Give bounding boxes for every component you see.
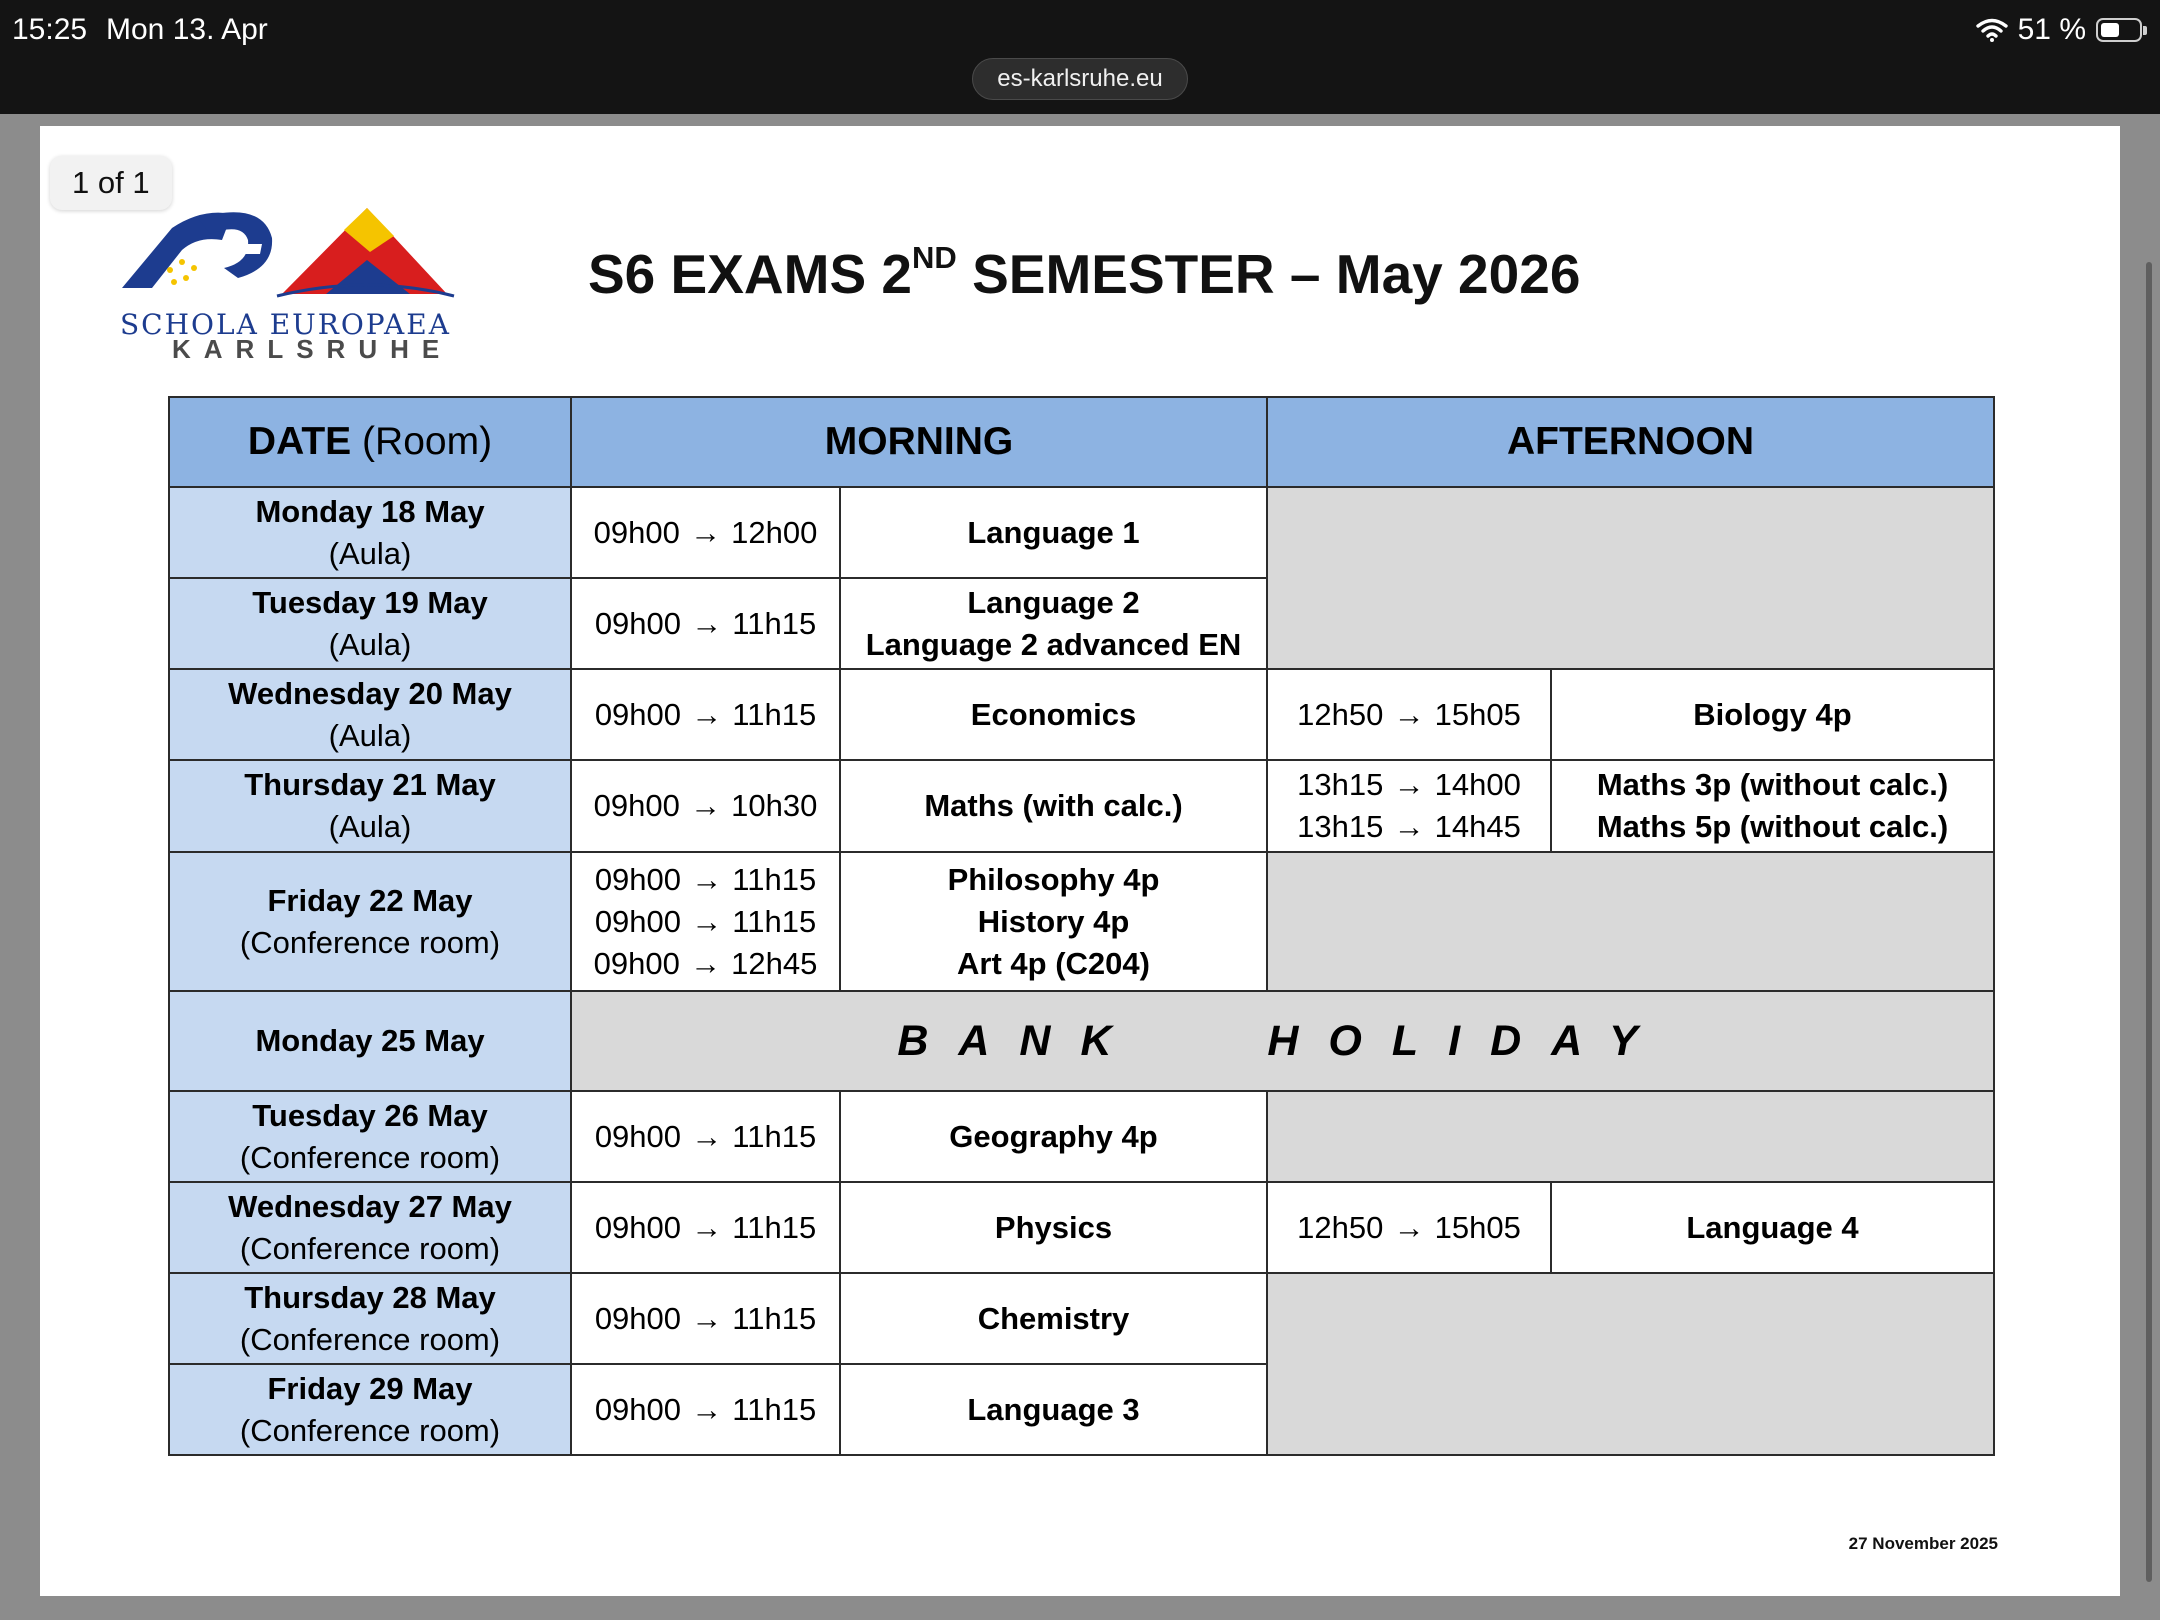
date-cell — [169, 578, 571, 669]
time-start: 12h50 — [1297, 1209, 1384, 1245]
arrow-right-icon: → — [691, 1209, 723, 1245]
table-row — [169, 991, 1994, 1091]
header-date — [169, 397, 571, 487]
afternoon-empty-cell — [1267, 487, 1994, 669]
date-cell — [169, 760, 571, 852]
table-row — [169, 487, 1994, 578]
morning-subject-cell — [840, 852, 1267, 991]
header-room-label: (Room) — [362, 420, 493, 463]
subject-label: Art 4p (C204) — [957, 945, 1150, 981]
time-end: 11h15 — [732, 1391, 817, 1427]
arrow-right-icon: → — [691, 903, 723, 939]
time-end: 14h00 — [1434, 767, 1521, 802]
header-date-label: DATE — [247, 420, 352, 463]
arrow-right-icon: → — [690, 514, 721, 550]
time-range — [572, 859, 839, 901]
arrow-right-icon: → — [691, 605, 723, 641]
page-indicator — [50, 156, 172, 210]
page-indicator-label: 1 of 1 — [72, 165, 150, 200]
morning-time-cell — [571, 1182, 840, 1273]
table-row — [169, 852, 1994, 991]
arrow-right-icon: → — [691, 1391, 723, 1427]
subject-label: Maths (with calc.) — [924, 788, 1183, 823]
arrow-right-icon: → — [1393, 1209, 1425, 1245]
time-start: 09h00 — [594, 1300, 682, 1336]
time-end: 11h15 — [732, 1300, 817, 1336]
morning-time-cell — [571, 487, 840, 578]
subject-label: Language 1 — [967, 514, 1140, 550]
date-cell — [169, 1182, 571, 1273]
afternoon-subject-cell — [1551, 1182, 1994, 1273]
date-cell — [169, 1091, 571, 1182]
battery-fill — [2101, 23, 2119, 37]
header-afternoon: AFTERNOON — [1267, 397, 1994, 487]
morning-time-cell — [571, 1273, 840, 1364]
time-end: 11h15 — [732, 1118, 817, 1154]
battery-icon — [2096, 18, 2142, 42]
time-start: 13h15 — [1297, 767, 1384, 802]
title-part-2: SEMESTER – May 2026 — [956, 243, 1581, 305]
time-start: 09h00 — [593, 945, 680, 981]
time-range — [572, 694, 839, 736]
time-start: 12h50 — [1297, 696, 1384, 732]
arrow-right-icon: → — [691, 1118, 723, 1154]
room-label: (Aula) — [328, 535, 412, 571]
time-range — [572, 603, 839, 645]
time-range — [572, 1116, 839, 1158]
time-end: 11h15 — [732, 903, 817, 939]
arrow-right-icon: → — [1393, 696, 1425, 732]
scrollbar-thumb[interactable] — [2146, 262, 2152, 1582]
afternoon-empty-cell — [1267, 1091, 1994, 1182]
day-label: Friday 29 May — [267, 1370, 473, 1406]
subject-label: Language 3 — [967, 1391, 1140, 1427]
time-range — [572, 512, 839, 554]
status-date: Mon 13. Apr — [106, 13, 268, 46]
subject-label: Language 2 — [967, 584, 1140, 620]
date-cell — [169, 669, 571, 760]
subject-label: Biology 4p — [1693, 696, 1852, 732]
subject-label: Chemistry — [977, 1300, 1130, 1336]
day-label: Tuesday 26 May — [252, 1097, 488, 1133]
day-label: Thursday 28 May — [244, 1279, 496, 1315]
subject-label: Geography 4p — [949, 1118, 1158, 1154]
morning-time-cell — [571, 760, 840, 852]
time-end: 12h45 — [731, 945, 818, 981]
pdf-page — [40, 126, 2120, 1596]
page-title — [588, 242, 1580, 306]
subject-label: Economics — [970, 696, 1137, 732]
time-start: 09h00 — [593, 514, 680, 550]
time-end: 11h15 — [732, 1209, 817, 1245]
room-label: (Aula) — [328, 626, 412, 662]
time-start: 09h00 — [594, 861, 682, 897]
arrow-right-icon: → — [690, 788, 721, 823]
subject-label: Maths 5p (without calc.) — [1596, 809, 1949, 844]
time-end: 11h15 — [732, 861, 817, 897]
status-bar — [0, 0, 2160, 114]
morning-time-cell — [571, 1091, 840, 1182]
room-label: (Conference room) — [239, 1230, 501, 1266]
date-cell — [169, 991, 571, 1091]
time-end: 15h05 — [1434, 696, 1521, 732]
afternoon-time-cell — [1267, 669, 1551, 760]
battery-nub — [2143, 26, 2147, 35]
exam-schedule-table — [168, 396, 1995, 1456]
morning-subject-cell — [840, 1091, 1267, 1182]
morning-subject-cell — [840, 669, 1267, 760]
arrow-right-icon: → — [691, 861, 723, 897]
arrow-right-icon: → — [690, 945, 721, 981]
time-range — [1268, 694, 1550, 736]
time-range — [572, 785, 839, 827]
status-time: 15:25 — [12, 13, 88, 46]
day-label: Tuesday 19 May — [252, 584, 488, 620]
day-label: Monday 25 May — [255, 1023, 485, 1058]
time-start: 09h00 — [594, 696, 682, 732]
table-row — [169, 1182, 1994, 1273]
footer-date: 27 November 2025 — [1848, 1534, 1998, 1553]
afternoon-subject-cell — [1551, 669, 1994, 760]
time-start: 09h00 — [594, 903, 682, 939]
table-row — [169, 669, 1994, 760]
address-url: es-karlsruhe.eu — [997, 65, 1163, 92]
time-end: 14h45 — [1434, 809, 1521, 844]
time-range — [572, 1389, 839, 1431]
afternoon-empty-cell — [1267, 1273, 1994, 1455]
table-row — [169, 1273, 1994, 1364]
afternoon-empty-cell — [1267, 852, 1994, 991]
day-label: Wednesday 20 May — [228, 675, 512, 711]
subject-label: Philosophy 4p — [947, 861, 1160, 897]
wifi-icon — [1976, 18, 2008, 42]
afternoon-time-cell — [1267, 760, 1551, 852]
time-start: 09h00 — [594, 1209, 682, 1245]
morning-subject-cell — [840, 487, 1267, 578]
logo-city: KARLSRUHE — [172, 334, 453, 364]
arrow-right-icon: → — [1393, 767, 1425, 802]
date-cell — [169, 487, 571, 578]
morning-time-cell — [571, 852, 840, 991]
time-range — [1268, 806, 1550, 848]
room-label: (Conference room) — [239, 1321, 501, 1357]
bank-holiday-cell: BANK HOLIDAY — [571, 991, 1994, 1091]
subject-label: Maths 3p (without calc.) — [1596, 767, 1949, 802]
time-end: 10h30 — [731, 788, 818, 823]
morning-subject-cell — [840, 760, 1267, 852]
table-header-row — [169, 397, 1994, 487]
room-label: (Conference room) — [239, 924, 501, 960]
date-cell — [169, 852, 571, 991]
time-range — [572, 1298, 839, 1340]
day-label: Monday 18 May — [255, 493, 485, 529]
arrow-right-icon: → — [1393, 809, 1425, 844]
afternoon-time-cell — [1267, 1182, 1551, 1273]
time-range — [572, 901, 839, 943]
logo-word: SCHOLA EUROPAEA — [120, 308, 451, 341]
time-end: 11h15 — [732, 605, 817, 641]
subject-label: History 4p — [977, 903, 1130, 939]
header-morning: MORNING — [571, 397, 1267, 487]
time-start: 09h00 — [594, 1391, 682, 1427]
time-range — [572, 943, 839, 985]
time-end: 11h15 — [732, 696, 817, 732]
day-label: Friday 22 May — [267, 882, 473, 918]
table-row — [169, 1091, 1994, 1182]
date-cell — [169, 1364, 571, 1455]
subject-label: Language 2 advanced EN — [865, 626, 1242, 662]
arrow-right-icon: → — [691, 1300, 723, 1336]
morning-time-cell — [571, 578, 840, 669]
time-end: 12h00 — [731, 514, 818, 550]
battery-percent: 51 % — [2017, 13, 2086, 46]
room-label: (Conference room) — [239, 1412, 501, 1448]
morning-subject-cell — [840, 578, 1267, 669]
subject-label: Language 4 — [1686, 1209, 1859, 1245]
time-start: 09h00 — [594, 605, 682, 641]
status-indicators — [1976, 13, 2142, 47]
table-row — [169, 760, 1994, 852]
room-label: (Aula) — [328, 809, 412, 844]
time-range — [572, 1207, 839, 1249]
title-part-1: S6 EXAMS 2 — [588, 243, 913, 305]
room-label: (Conference room) — [239, 1139, 501, 1175]
morning-time-cell — [571, 669, 840, 760]
morning-subject-cell — [840, 1273, 1267, 1364]
address-bar[interactable] — [972, 58, 1188, 100]
time-end: 15h05 — [1434, 1209, 1521, 1245]
time-range — [1268, 764, 1550, 806]
arrow-right-icon: → — [691, 696, 723, 732]
subject-label: Physics — [994, 1209, 1113, 1245]
time-start: 09h00 — [594, 1118, 682, 1154]
day-label: Wednesday 27 May — [228, 1188, 512, 1224]
room-label: (Aula) — [328, 717, 412, 753]
afternoon-subject-cell — [1551, 760, 1994, 852]
day-label: Thursday 21 May — [244, 767, 496, 802]
time-start: 09h00 — [593, 788, 680, 823]
morning-subject-cell — [840, 1364, 1267, 1455]
time-range — [1268, 1207, 1550, 1249]
date-cell — [169, 1273, 571, 1364]
time-start: 13h15 — [1297, 809, 1384, 844]
morning-subject-cell — [840, 1182, 1267, 1273]
title-superscript: ND — [912, 240, 957, 275]
morning-time-cell — [571, 1364, 840, 1455]
